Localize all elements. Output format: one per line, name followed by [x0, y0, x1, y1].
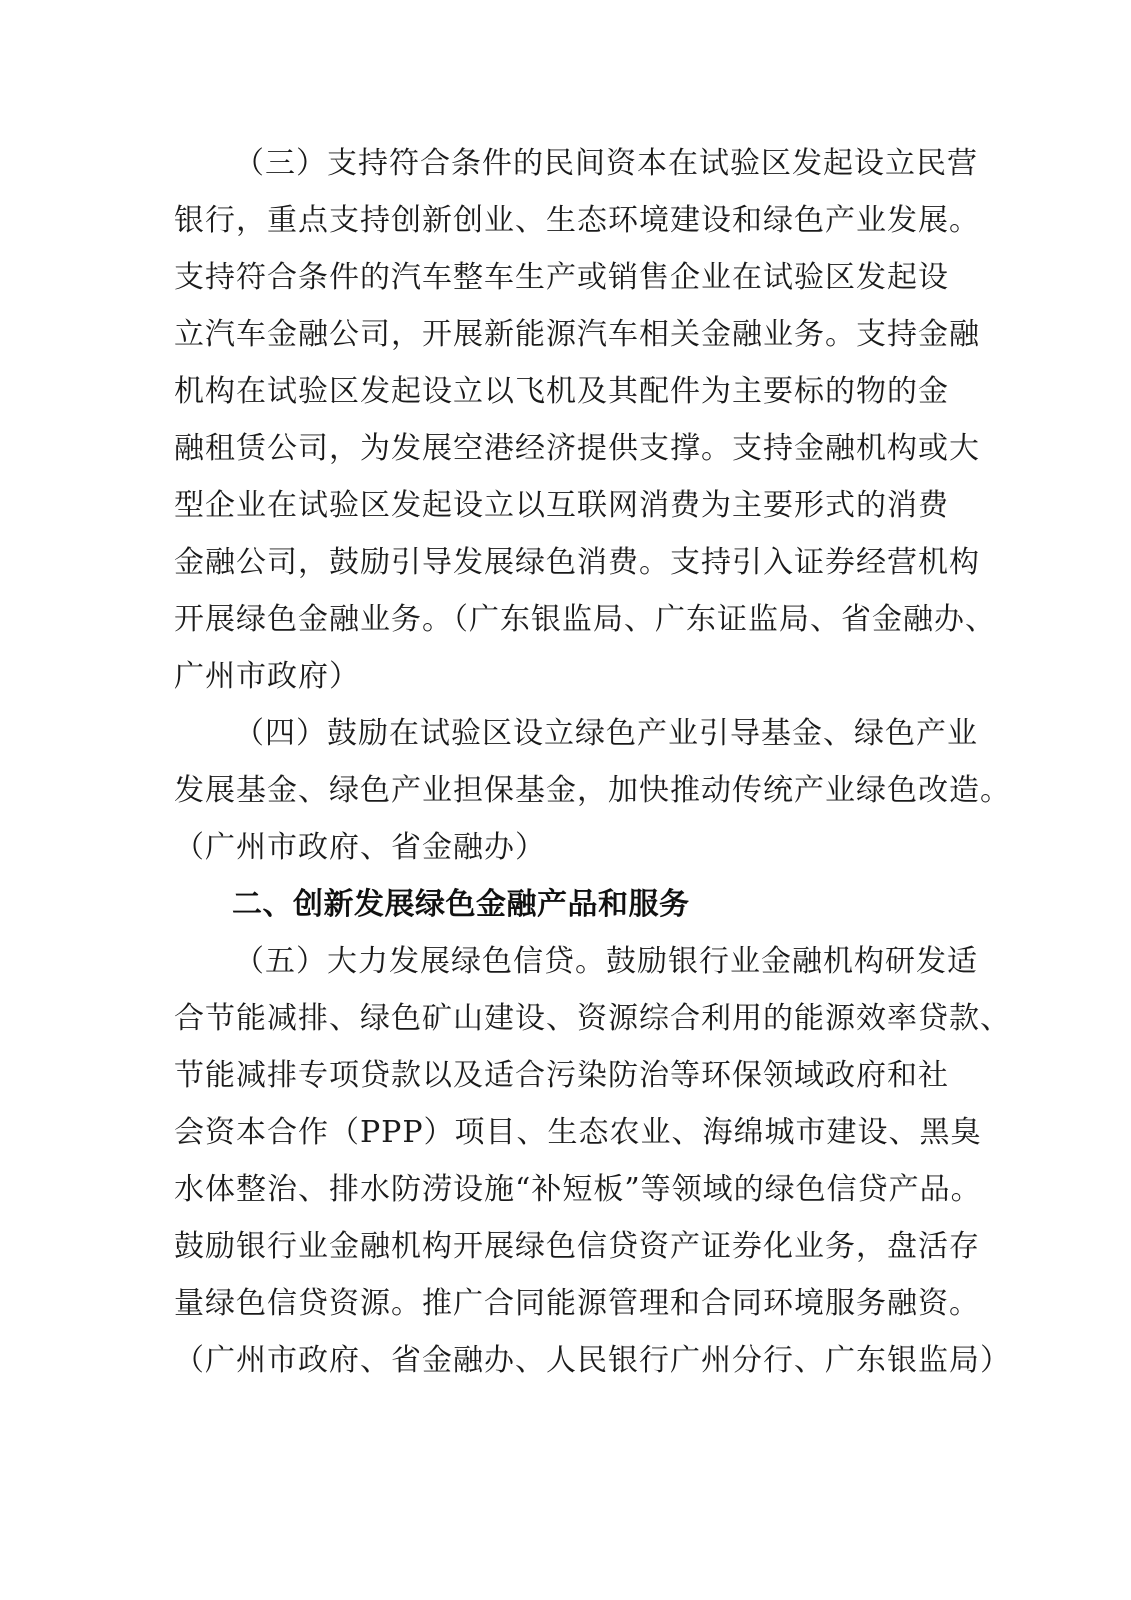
paragraph-line: （四）鼓励在试验区设立绿色产业引导基金、绿色产业: [234, 716, 978, 751]
paragraph-line: （广州市政府、省金融办）: [174, 830, 546, 865]
paragraph-line: 银行，重点支持创新创业、生态环境建设和绿色产业发展。: [174, 203, 980, 238]
paragraph-line: 立汽车金融公司，开展新能源汽车相关金融业务。支持金融: [174, 317, 980, 352]
paragraph-line: 型企业在试验区发起设立以互联网消费为主要形式的消费: [174, 488, 949, 523]
paragraph-line: 鼓励银行业金融机构开展绿色信贷资产证券化业务，盘活存: [174, 1229, 980, 1264]
paragraph-line: （五）大力发展绿色信贷。鼓励银行业金融机构研发适: [234, 944, 978, 979]
paragraph-line: 发展基金、绿色产业担保基金，加快推动传统产业绿色改造。: [174, 773, 1011, 808]
paragraph-line: 金融公司，鼓励引导发展绿色消费。支持引入证券经营机构: [174, 545, 980, 580]
paragraph-line: 节能减排专项贷款以及适合污染防治等环保领域政府和社: [174, 1058, 949, 1093]
paragraph-line: 开展绿色金融业务。（广东银监局、广东证监局、省金融办、: [174, 602, 996, 637]
paragraph-line: 支持符合条件的汽车整车生产或销售企业在试验区发起设: [174, 260, 949, 295]
paragraph-line: 会资本合作（PPP）项目、生态农业、海绵城市建设、黑臭: [174, 1115, 982, 1150]
paragraph-line: （三）支持符合条件的民间资本在试验区发起设立民营: [234, 146, 978, 181]
paragraph-line: （广州市政府、省金融办、人民银行广州分行、广东银监局）: [174, 1343, 1011, 1378]
section-heading: 二、创新发展绿色金融产品和服务: [232, 887, 690, 922]
paragraph-line: 水体整治、排水防涝设施“补短板”等领域的绿色信贷产品。: [174, 1172, 982, 1207]
paragraph-line: 融租赁公司，为发展空港经济提供支撑。支持金融机构或大: [174, 431, 980, 466]
paragraph-line: 合节能减排、绿色矿山建设、资源综合利用的能源效率贷款、: [174, 1001, 1011, 1036]
paragraph-line: 广州市政府）: [174, 659, 360, 694]
paragraph-line: 机构在试验区发起设立以飞机及其配件为主要标的物的金: [174, 374, 949, 409]
paragraph-line: 量绿色信贷资源。推广合同能源管理和合同环境服务融资。: [174, 1286, 980, 1321]
